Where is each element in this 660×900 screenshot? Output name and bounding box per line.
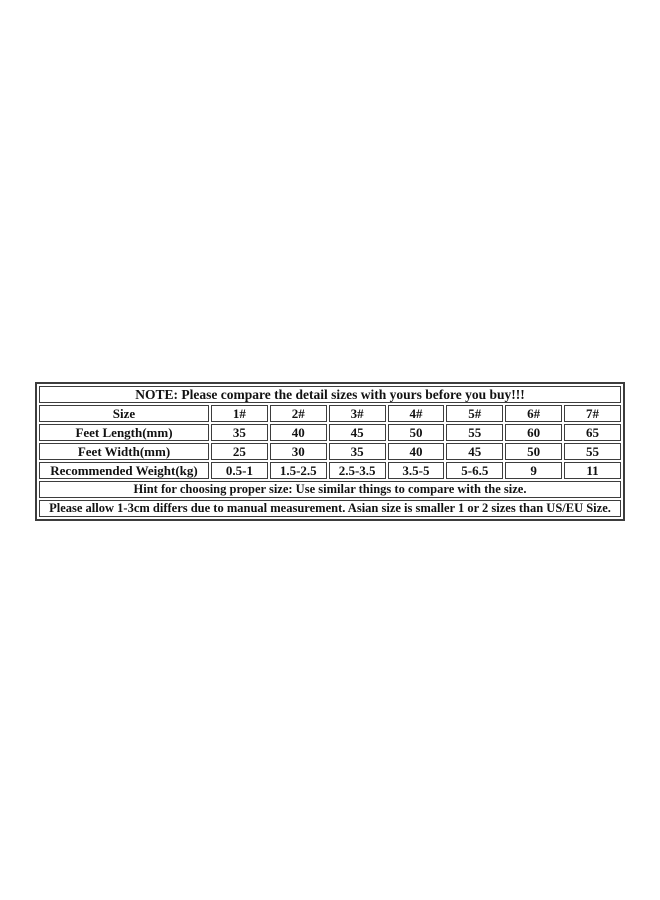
- hint-row: [39, 481, 621, 498]
- hint-text: Hint for choosing proper size: Use similar things to compare with the size.: [39, 481, 621, 498]
- disclaimer-row: [39, 500, 621, 517]
- size-cell: 7#: [564, 405, 621, 422]
- size-cell: 2#: [270, 405, 327, 422]
- feet-length-cell: 60: [505, 424, 562, 441]
- feet-width-cell: 30: [270, 443, 327, 460]
- table-row: [39, 405, 621, 422]
- feet-length-cell: 55: [446, 424, 503, 441]
- table-note: NOTE: Please compare the detail sizes with yours before you buy!!!: [39, 386, 621, 403]
- feet-length-cell: 50: [388, 424, 445, 441]
- feet-length-cell: 40: [270, 424, 327, 441]
- recommended-weight-cell: 1.5-2.5: [270, 462, 327, 479]
- recommended-weight-cell: 9: [505, 462, 562, 479]
- size-chart-table: [35, 382, 625, 521]
- recommended-weight-cell: 2.5-3.5: [329, 462, 386, 479]
- size-cell: 6#: [505, 405, 562, 422]
- table-row: [39, 424, 621, 441]
- size-row-label: Size: [39, 405, 209, 422]
- feet-width-cell: 25: [211, 443, 268, 460]
- disclaimer-text: Please allow 1-3cm differs due to manual measurement. Asian size is smaller 1 or 2 sizes than US/EU Size.: [39, 500, 621, 517]
- feet-length-cell: 65: [564, 424, 621, 441]
- table-row: [39, 443, 621, 460]
- recommended-weight-cell: 0.5-1: [211, 462, 268, 479]
- feet-width-cell: 45: [446, 443, 503, 460]
- feet-width-cell: 40: [388, 443, 445, 460]
- recommended-weight-cell: 3.5-5: [388, 462, 445, 479]
- note-row: [39, 386, 621, 403]
- feet-width-cell: 55: [564, 443, 621, 460]
- size-cell: 1#: [211, 405, 268, 422]
- feet-length-cell: 35: [211, 424, 268, 441]
- feet-width-cell: 50: [505, 443, 562, 460]
- feet-width-label: Feet Width(mm): [39, 443, 209, 460]
- recommended-weight-cell: 11: [564, 462, 621, 479]
- feet-length-label: Feet Length(mm): [39, 424, 209, 441]
- size-cell: 4#: [388, 405, 445, 422]
- recommended-weight-label: Recommended Weight(kg): [39, 462, 209, 479]
- size-cell: 5#: [446, 405, 503, 422]
- recommended-weight-cell: 5-6.5: [446, 462, 503, 479]
- feet-length-cell: 45: [329, 424, 386, 441]
- feet-width-cell: 35: [329, 443, 386, 460]
- table-row: [39, 462, 621, 479]
- size-cell: 3#: [329, 405, 386, 422]
